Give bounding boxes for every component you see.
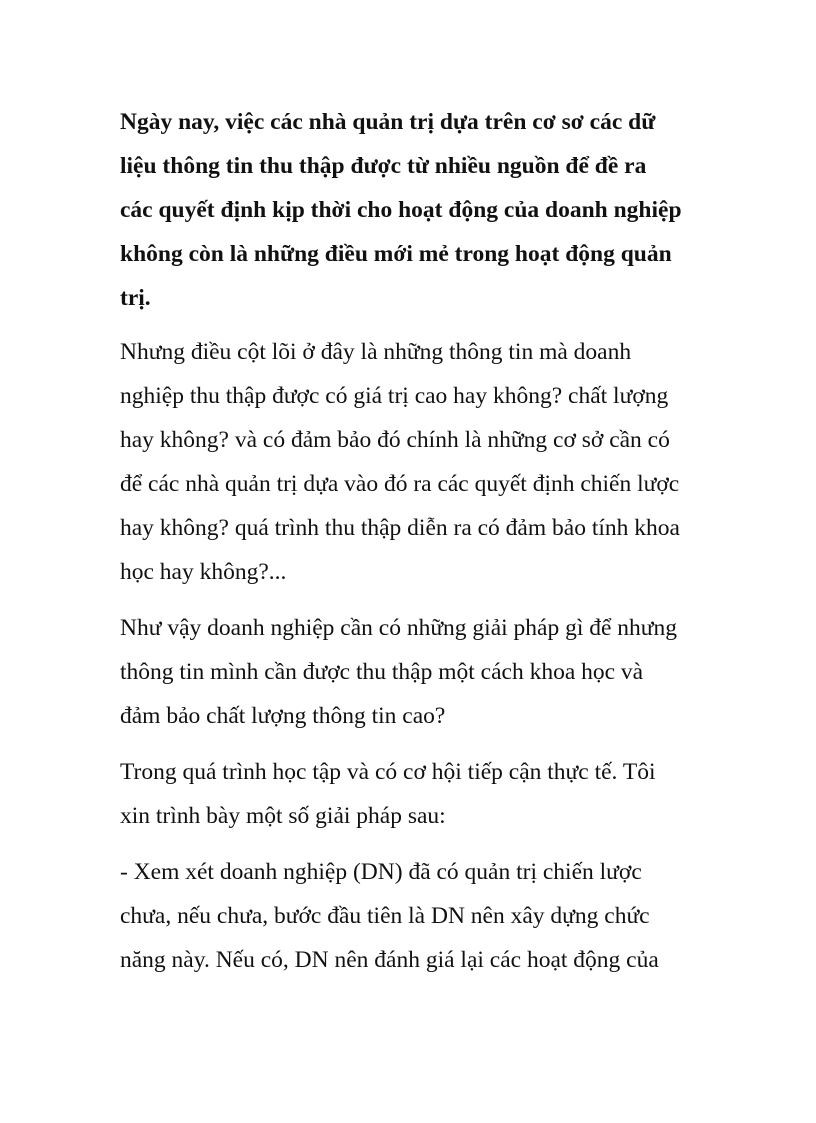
- text-line: nghiệp thu thập được có giá trị cao hay không? chất lượng: [120, 383, 669, 409]
- text-line: đảm bảo chất lượng thông tin cao?: [120, 703, 446, 729]
- text-line: thông tin mình cần được thu thập một cách khoa học và: [120, 659, 644, 685]
- text-line: không còn là những điều mới mẻ trong hoạt động quản: [120, 241, 672, 267]
- presentation-paragraph: [120, 750, 720, 838]
- solution-question-paragraph: [120, 606, 720, 738]
- text-line: để các nhà quản trị dựa vào đó ra các quyết định chiến lược: [120, 471, 680, 497]
- text-line: liệu thông tin thu thập được từ nhiều nguồn để đề ra: [120, 153, 647, 179]
- text-line: xin trình bày một số giải pháp sau:: [120, 803, 446, 829]
- intro-paragraph: [120, 100, 720, 320]
- text-line: trị.: [120, 285, 151, 311]
- text-line: Nhưng điều cột lõi ở đây là những thông tin mà doanh: [120, 339, 632, 365]
- document-body: [120, 100, 720, 994]
- text-line: Trong quá trình học tập và có cơ hội tiếp cận thực tế. Tôi: [120, 759, 656, 785]
- text-line: hay không? quá trình thu thập diễn ra có đảm bảo tính khoa: [120, 515, 680, 541]
- text-line: năng này. Nếu có, DN nên đánh giá lại các hoạt động của: [120, 947, 659, 973]
- text-line: Như vậy doanh nghiệp cần có những giải pháp gì để nhưng: [120, 615, 678, 641]
- bullet-paragraph: [120, 850, 720, 982]
- text-line: hay không? và có đảm bảo đó chính là những cơ sở cần có: [120, 427, 670, 453]
- text-line: học hay không?...: [120, 559, 287, 585]
- text-line: các quyết định kịp thời cho hoạt động của doanh nghiệp: [120, 197, 682, 223]
- text-line: - Xem xét doanh nghiệp (DN) đã có quản trị chiến lược: [120, 859, 642, 885]
- text-line: chưa, nếu chưa, bước đầu tiên là DN nên xây dựng chức: [120, 903, 650, 929]
- question-paragraph: [120, 330, 720, 594]
- text-line: Ngày nay, việc các nhà quản trị dựa trên cơ sơ các dữ: [120, 109, 656, 135]
